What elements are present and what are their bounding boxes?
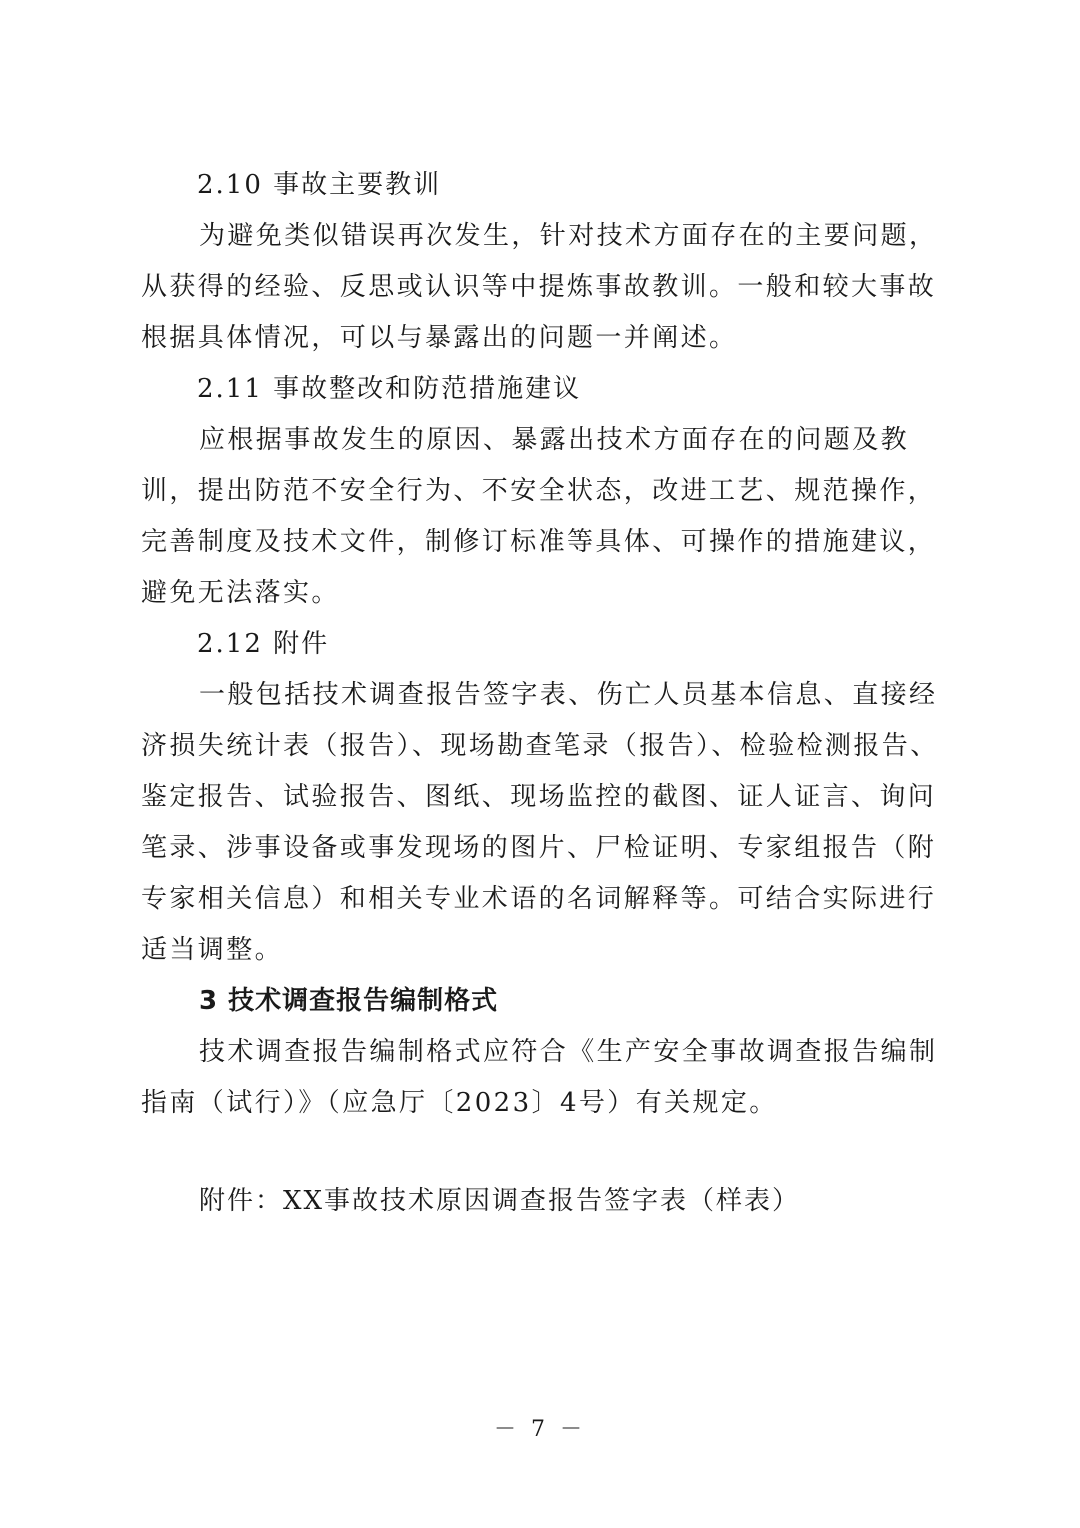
paragraph-line: 从获得的经验、反思或认识等中提炼事故教训。一般和较大事故 [141,272,937,302]
document-body [141,160,941,1129]
page-number: － 7 － [494,1417,586,1442]
paragraph-line: 济损失统计表（报告）、现场勘查笔录（报告）、检验检测报告、 [141,731,939,761]
section-paragraph-2-11 [141,415,941,619]
paragraph-line: 根据具体情况，可以与暴露出的问题一并阐述。 [141,323,738,353]
paragraph-line: 指南（试行）》（应急厅〔2023〕4号）有关规定。 [141,1088,778,1118]
paragraph-line: 应根据事故发生的原因、暴露出技术方面存在的问题及教 [199,425,910,455]
paragraph-line: 笔录、涉事设备或事发现场的图片、尸检证明、专家组报告（附 [141,833,937,863]
paragraph-line: 训，提出防范不安全行为、不安全状态，改进工艺、规范操作， [141,476,937,506]
paragraph-line: 鉴定报告、试验报告、图纸、现场监控的截图、证人证言、询问 [141,782,937,812]
section-heading-2-11: 2.11 事故整改和防范措施建议 [197,374,582,404]
paragraph-line: 适当调整。 [141,935,284,965]
section-paragraph-2-10 [141,211,941,364]
section-heading-2-12: 2.12 附件 [197,629,330,659]
section-paragraph-2-12 [141,670,941,976]
section-paragraph-3 [141,1027,941,1129]
paragraph-line: 专家相关信息）和相关专业术语的名词解释等。可结合实际进行 [141,884,937,914]
paragraph-line: 技术调查报告编制格式应符合《生产安全事故调查报告编制 [199,1037,938,1067]
paragraph-line: 为避免类似错误再次发生，针对技术方面存在的主要问题， [199,221,938,251]
attachment-note: 附件：XX事故技术原因调查报告签字表（样表） [199,1186,801,1216]
section-heading-3: 3 技术调查报告编制格式 [199,986,499,1016]
section-heading-2-10: 2.10 事故主要教训 [197,170,442,200]
paragraph-line: 避免无法落实。 [141,578,340,608]
paragraph-line: 一般包括技术调查报告签字表、伤亡人员基本信息、直接经 [199,680,938,710]
paragraph-line: 完善制度及技术文件，制修订标准等具体、可操作的措施建议， [141,527,937,557]
